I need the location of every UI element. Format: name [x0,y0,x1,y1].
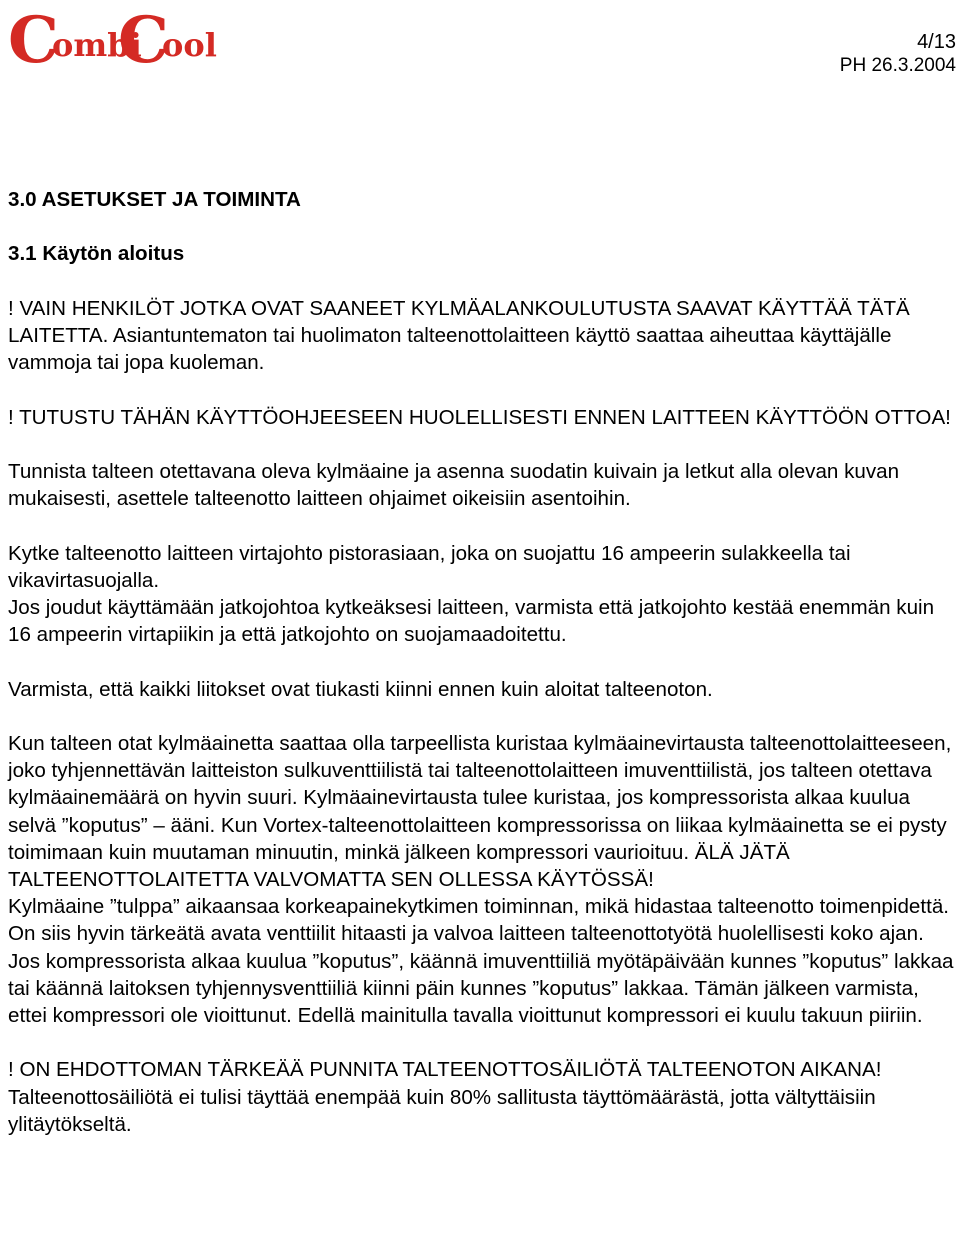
page-header-info [840,30,956,78]
page-number: 4/13 [917,31,956,53]
warning-qualified-personnel: ! VAIN HENKILÖT JOTKA OVAT SAANEET KYLMÄALANKOULUTUSTA SAAVAT KÄYTTÄÄ TÄTÄ LAITETTA. Asiantuntematon tai huolimaton talteenottolaitteen käyttö saattaa aiheuttaa käyttäjälle vammoja tai jopa kuoleman. [8,296,910,375]
paragraph-connections: Varmista, että kaikki liitokset ovat tiukasti kiinni ennen kuin aloitat talteenoton. [8,677,713,701]
paragraph-plug: Kylmäaine ”tulppa” aikaansaa korkeapainekytkimen toiminnan, mikä hidastaa talteenotto toimenpidettä. On siis hyvin tärkeätä avata venttiilit hitaasti ja valvoa laitteen talteenottotyötä huolellisesti koko ajan. Jos kompressorista alkaa kuulua ”koputus”, käännä imuventtiiliä myötäpäivään kunnes ”koputus” lakkaa tai käännä laitoksen tyhjennysventtiiliä kiinni päin kunnes ”koputus” lakkaa. Tämän jälkeen varmista, ettei kompressori ole vioittunut. Edellä mainitulla tavalla vioittunut kompressori ei kuulu takuun piiriin. [8,895,954,1027]
warning-weigh-cylinder: ! ON EHDOTTOMAN TÄRKEÄÄ PUNNITA TALTEENOTTOSÄILIÖTÄ TALTEENOTON AIKANA! Talteenottosäiliötä ei tulisi täyttää enempää kuin 80% sallitusta täyttömäärästä, jotta vältyttäisiin ylitäytökseltä. [8,1058,882,1136]
section-title: 3.0 ASETUKSET JA TOIMINTA [8,188,301,211]
paragraph-power: Kytke talteenotto laitteen virtajohto pistorasiaan, joka on suojattu 16 ampeerin sulakkeella tai vikavirtasuojalla. [8,541,851,592]
document-date: PH 26.3.2004 [839,55,956,76]
company-logo [6,8,218,74]
document-body [8,186,954,1138]
paragraph-extension-cord: Jos joudut käyttämään jatkojohtoa kytkeäksesi laitteen, varmista että jatkojohto kestää enemmän kuin 16 ampeerin virtapiikin ja että jatkojohto on suojamaadoitettu. [8,595,935,647]
paragraph-setup: Tunnista talteen otettavana oleva kylmäaine ja asenna suodatin kuivain ja letkut alla olevan kuvan mukaisesti, asettele talteenotto laitteen ohjaimet oikeisiin asentoihin. [8,459,900,511]
svg-text:ool: ool [162,26,217,64]
svg-text:C: C [118,8,169,74]
svg-text:ombi: ombi [52,26,142,64]
paragraph-throttling: Kun talteen otat kylmäainetta saattaa olla tarpeellista kuristaa kylmäainevirtausta talteenottolaitteeseen, joko tyhjennettävän laitteiston sulkuventtiilistä tai talteenottolaitteen imuventtiilistä, jos talteen otettava kylmäainemäärä on hyvin suuri. Kylmäainevirtausta tulee kuristaa, jos kompressorista alkaa kuulua selvä ”koputus” – ääni. Kun Vortex-talteenottolaitteen kompressorissa on liikaa kylmäainetta se ei pysty toimimaan kuin muutaman minuutin, minkä jälkeen kompressori vaurioituu. ÄLÄ JÄTÄ TALTEENOTTOLAITETTA VALVOMATTA SEN OLLESSA KÄYTÖSSÄ! [8,731,952,891]
subsection-title: 3.1 Käytön aloitus [8,242,185,266]
warning-read-manual: ! TUTUSTU TÄHÄN KÄYTTÖOHJEESEEN HUOLELLISESTI ENNEN LAITTEEN KÄYTTÖÖN OTTOA! [8,405,951,429]
svg-text:C: C [8,8,59,74]
